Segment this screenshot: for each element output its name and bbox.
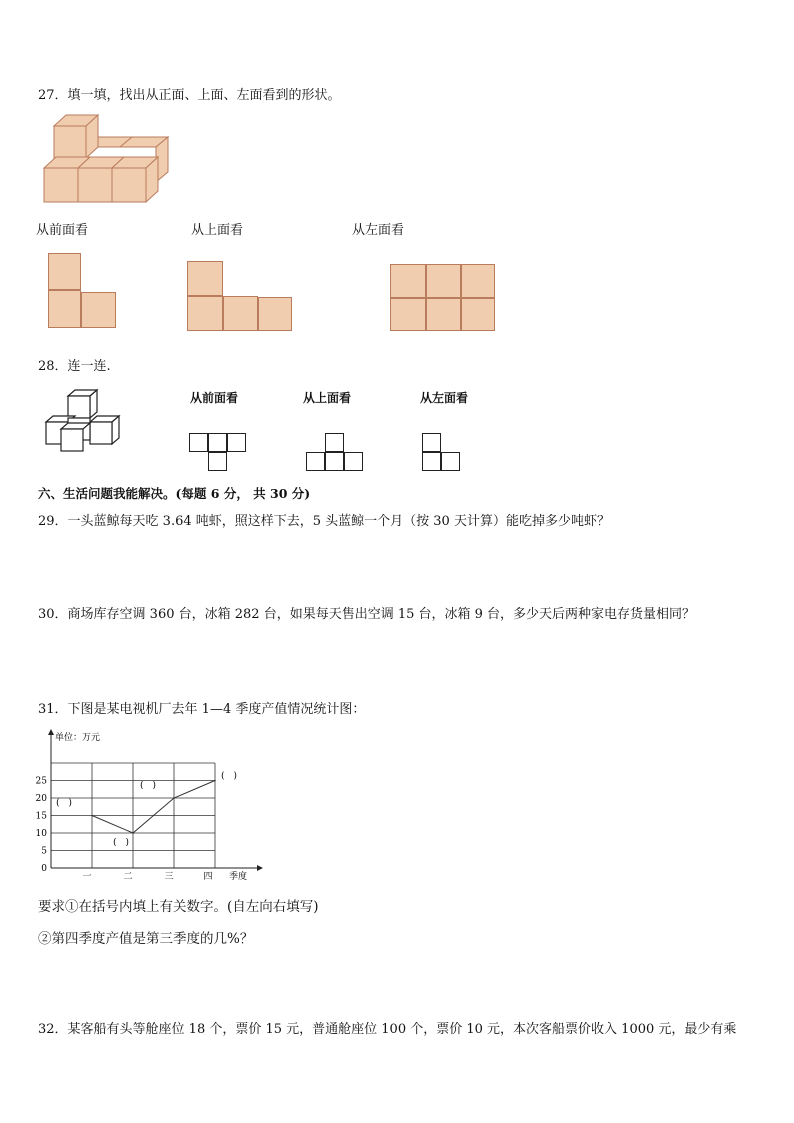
view-square — [441, 452, 460, 471]
y-tick-label: 15 — [35, 811, 47, 822]
y-tick-label: 20 — [35, 794, 47, 804]
view-square — [390, 298, 426, 331]
view-square — [422, 433, 441, 452]
view-square — [223, 296, 258, 331]
view-square — [187, 261, 223, 296]
y-axis-label: 单位：万元 — [55, 733, 101, 743]
view-square — [258, 297, 292, 331]
view-square — [461, 264, 495, 298]
q30-text: 30．商场库存空调 360 台，冰箱 282 台，如果每天售出空调 15 台，冰箱 9 台，多少天后两种家电存货量相同？ — [38, 607, 696, 622]
view-square — [81, 292, 116, 328]
view-square — [189, 433, 208, 452]
blank-label: ( ) — [220, 771, 238, 782]
q27-cube-figure — [40, 112, 175, 207]
view-square — [187, 296, 223, 331]
q27-text: 27．填一填，找出从正面、上面、左面看到的形状。 — [38, 88, 341, 103]
blank-label: ( ) — [55, 798, 73, 809]
q28-label-front: 从前面看 — [190, 391, 239, 405]
data-point — [132, 832, 134, 834]
y-tick-label: 0 — [41, 864, 47, 874]
q27-label-left: 从左面看 — [352, 223, 405, 238]
view-square — [325, 433, 344, 452]
blank-label: ( ) — [139, 781, 157, 791]
view-square — [325, 452, 344, 471]
view-square — [227, 433, 246, 452]
view-square — [208, 433, 227, 452]
q28-label-left: 从左面看 — [420, 391, 469, 405]
section-title: 六、生活问题我能解决。(每题 6 分， 共 30 分) — [38, 486, 311, 501]
view-square — [390, 264, 426, 298]
y-tick-label: 25 — [35, 776, 47, 787]
view-square — [306, 452, 325, 471]
view-square — [48, 253, 81, 290]
q31-requirement-2: ②第四季度产值是第三季度的几%？ — [38, 931, 254, 947]
q32-text: 32．某客船有头等舱座位 18 个，票价 15 元，普通舱座位 100 个，票价 10 元，本次客船票价收入 1000 元，最少有乘 — [38, 1022, 737, 1037]
x-tick-label: 一 — [82, 872, 92, 882]
q27-label-front: 从前面看 — [36, 223, 89, 238]
q29-text: 29．一头蓝鲸每天吃 3.64 吨虾，照这样下去，5 头蓝鲸一个月（按 30 天计算）能吃掉多少吨虾？ — [38, 514, 610, 529]
q28-text: 28．连一连. — [38, 359, 111, 374]
x-tick-label: 二 — [123, 872, 133, 882]
blank-label: ( ) — [112, 838, 130, 848]
view-square — [426, 264, 461, 298]
data-point — [91, 815, 93, 817]
q28-label-top: 从上面看 — [303, 391, 352, 405]
view-square — [426, 298, 461, 331]
view-square — [48, 290, 81, 328]
q28-cube-figure — [42, 386, 132, 456]
view-square — [344, 452, 363, 471]
view-square — [422, 452, 441, 471]
x-tick-label: 四 — [203, 872, 213, 882]
q31-requirement-1: 要求①在括号内填上有关数字。(自左向右填写) — [38, 899, 319, 915]
x-axis-arrow — [257, 865, 263, 871]
x-tick-label: 三 — [164, 872, 174, 882]
q31-text: 31．下图是某电视机厂去年 1—4 季度产值情况统计图： — [38, 702, 366, 717]
y-axis-arrow — [48, 729, 54, 735]
q27-label-top: 从上面看 — [191, 223, 244, 238]
view-square — [461, 298, 495, 331]
x-axis-label: 季度 — [229, 872, 248, 882]
y-tick-label: 5 — [41, 846, 47, 857]
data-point — [214, 780, 216, 782]
y-tick-label: 10 — [35, 829, 47, 839]
data-point — [173, 797, 175, 799]
view-square — [208, 452, 227, 471]
q31-line-chart — [30, 728, 270, 882]
